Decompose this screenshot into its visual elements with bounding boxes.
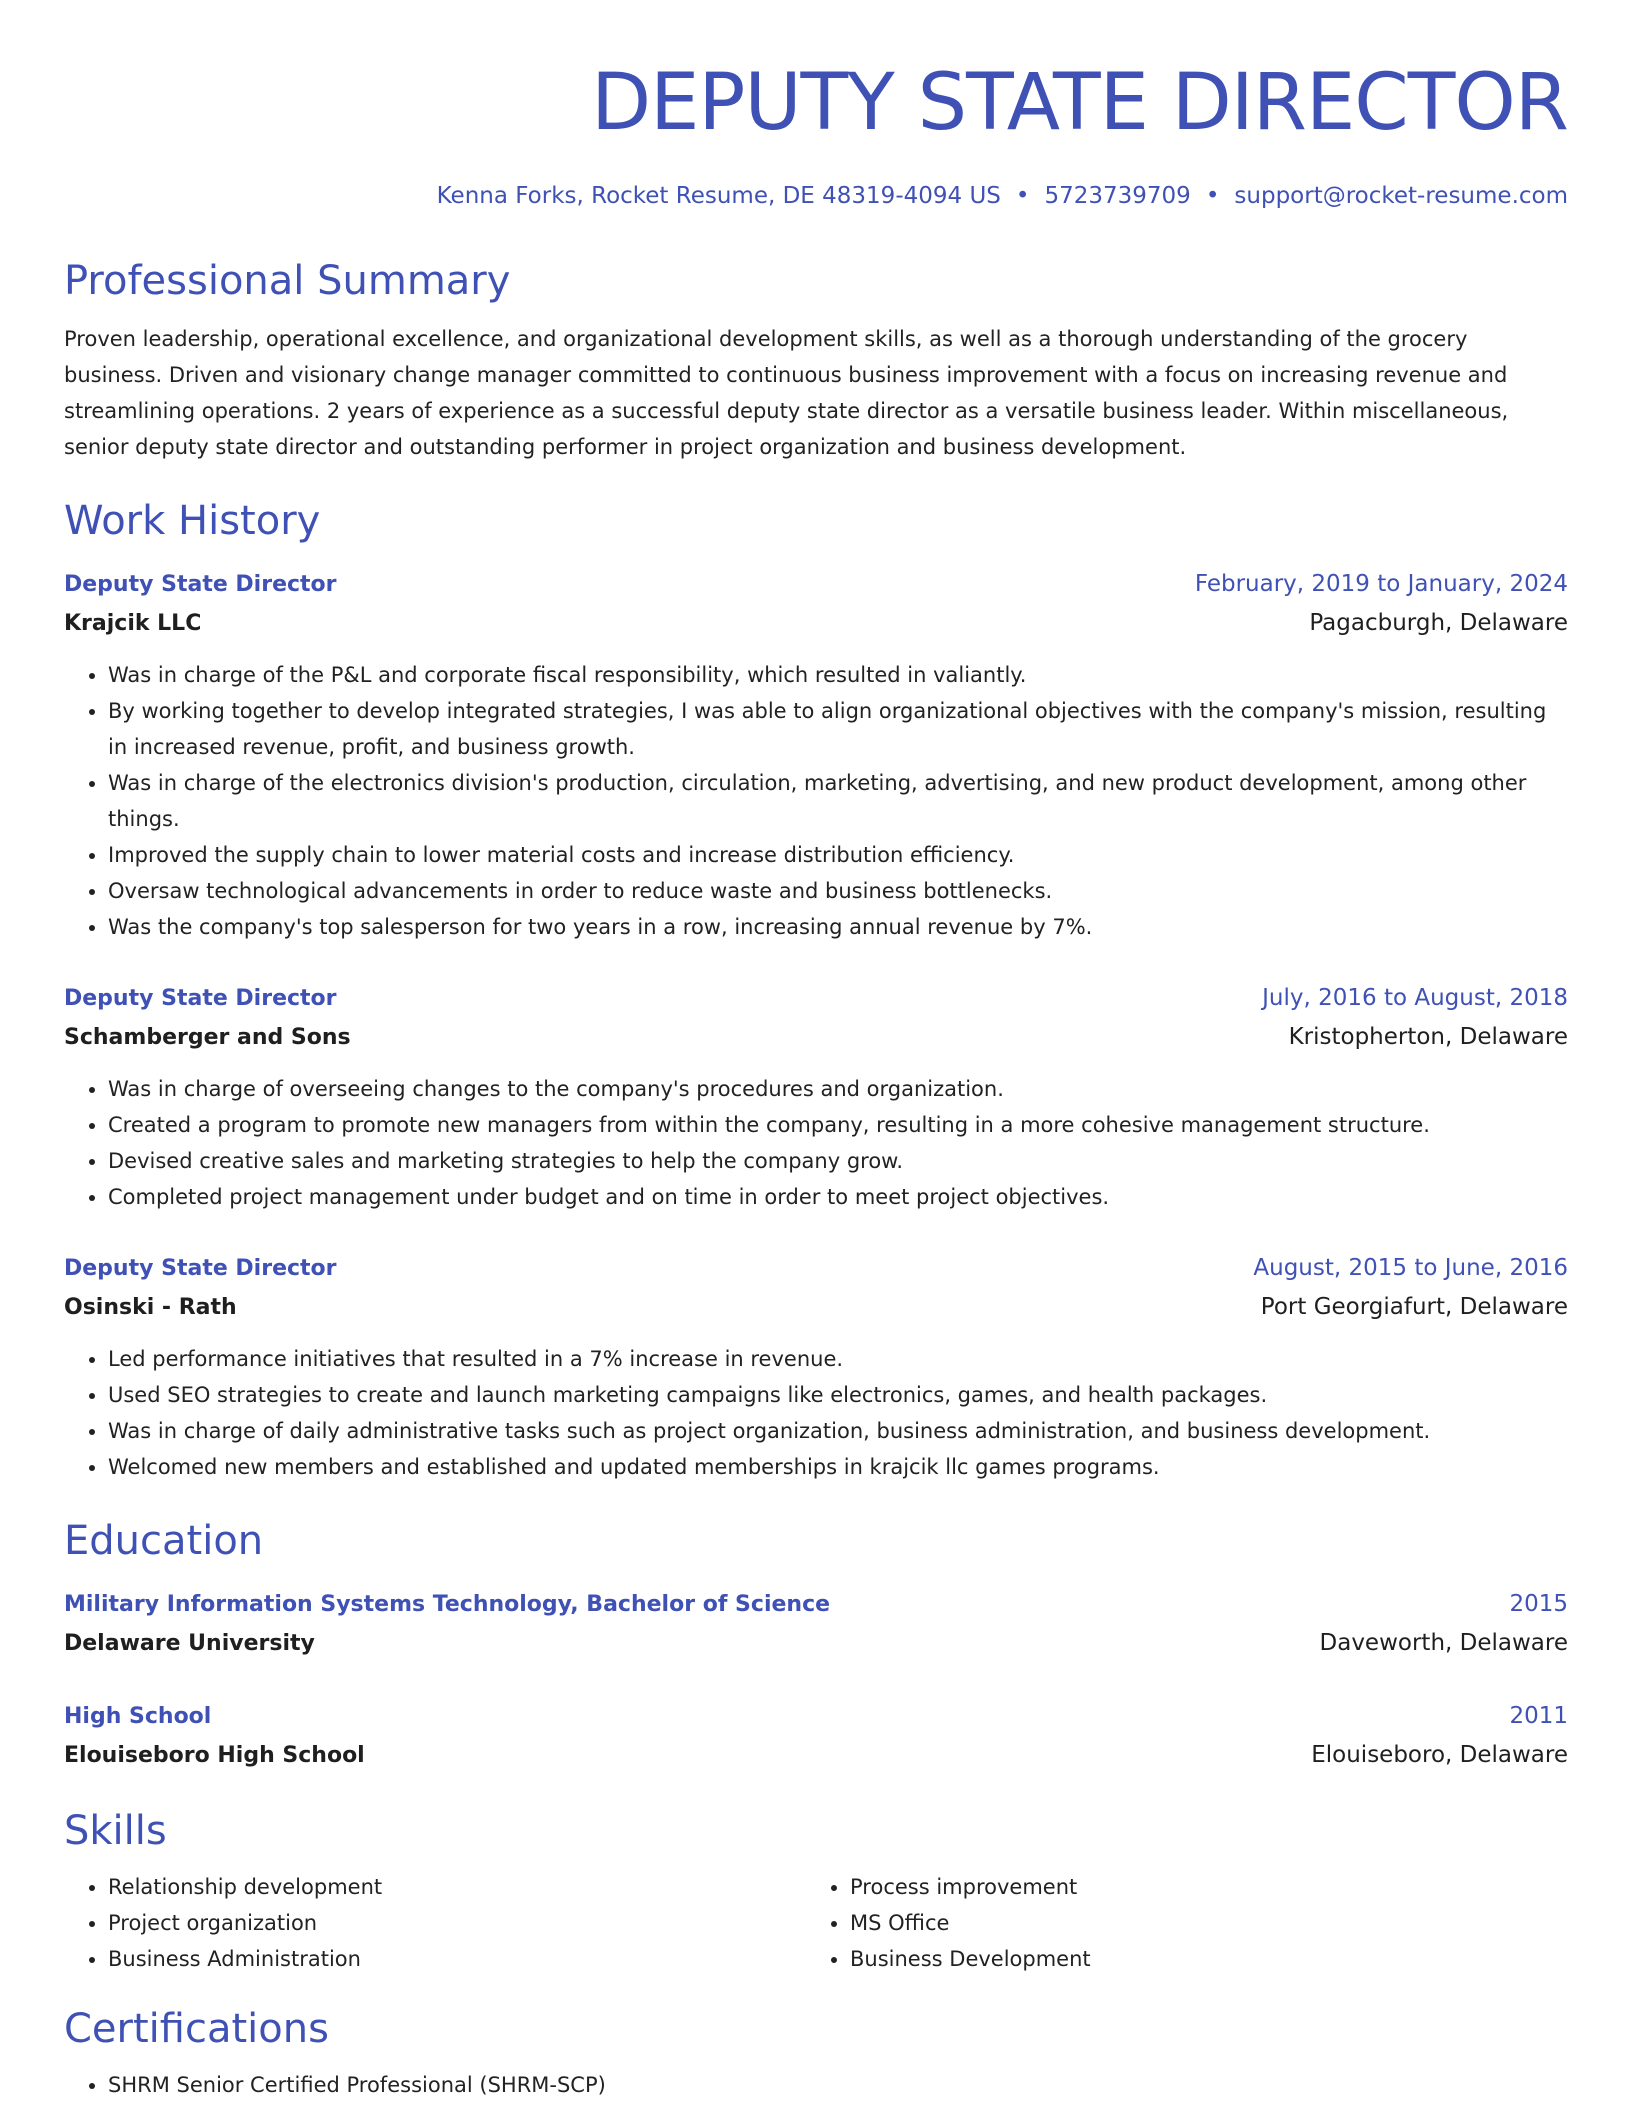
- list-item: • MS Office: [850, 1905, 1548, 1941]
- education-degree: Military Information Systems Technology, Bachelor of Science: [64, 1592, 831, 1617]
- contact-address: Kenna Forks, Rocket Resume, DE 48319-4094 US: [436, 183, 1001, 209]
- list-item: • Project organization: [108, 1905, 806, 1941]
- certifications-heading: Certifications: [64, 2006, 329, 2052]
- job-bullets: [64, 1071, 1568, 1215]
- list-item: • Completed project management under budget and on time in order to meet project objectives.: [108, 1179, 1568, 1215]
- list-item: • Welcomed new members and established and updated memberships in krajcik llc games programs.: [108, 1449, 1568, 1485]
- job-location: Port Georgiafurt, Delaware: [1260, 1294, 1568, 1320]
- education-location: Daveworth, Delaware: [1319, 1630, 1568, 1656]
- education-entry: [64, 1585, 1568, 1663]
- contact-line: [64, 181, 1568, 211]
- education-year: 2011: [1509, 1703, 1568, 1729]
- work-history-heading: Work History: [64, 498, 321, 544]
- job-entry: [64, 979, 1568, 1215]
- list-item: • Was in charge of overseeing changes to the company's procedures and organization.: [108, 1071, 1568, 1107]
- skills-list-right: [806, 1869, 1548, 1977]
- education-entry: [64, 1697, 1568, 1775]
- job-company: Schamberger and Sons: [64, 1025, 351, 1050]
- education-location: Elouiseboro, Delaware: [1311, 1742, 1568, 1768]
- list-item: • Was in charge of the electronics division's production, circulation, marketing, advertising, and new product development, among other things.: [108, 765, 1568, 837]
- list-item: • Was in charge of daily administrative tasks such as project organization, business administration, and business development.: [108, 1413, 1568, 1449]
- job-location: Kristopherton, Delaware: [1288, 1024, 1568, 1050]
- list-item: • By working together to develop integrated strategies, I was able to align organizational objectives with the company's mission, resulting in increased revenue, profit, and business growth.: [108, 693, 1568, 765]
- contact-phone: 5723739709: [1044, 183, 1191, 209]
- list-item: • Business Development: [850, 1941, 1548, 1977]
- education-school: Elouiseboro High School: [64, 1743, 365, 1768]
- job-entry: [64, 1249, 1568, 1485]
- job-role: Deputy State Director: [64, 1256, 337, 1281]
- job-dates: August, 2015 to June, 2016: [1253, 1255, 1568, 1281]
- job-role: Deputy State Director: [64, 986, 337, 1011]
- list-item: • Oversaw technological advancements in order to reduce waste and business bottlenecks.: [108, 873, 1568, 909]
- education-year: 2015: [1509, 1591, 1568, 1617]
- education-degree: High School: [64, 1704, 212, 1729]
- list-item: • Devised creative sales and marketing strategies to help the company grow.: [108, 1143, 1568, 1179]
- list-item: • Business Administration: [108, 1941, 806, 1977]
- job-company: Krajcik LLC: [64, 611, 202, 636]
- list-item: • SHRM Senior Certified Professional (SHRM-SCP): [108, 2067, 1568, 2103]
- job-role: Deputy State Director: [64, 572, 337, 597]
- job-location: Pagacburgh, Delaware: [1309, 610, 1568, 636]
- education-school: Delaware University: [64, 1631, 315, 1656]
- job-company: Osinski - Rath: [64, 1295, 237, 1320]
- list-item: • Led performance initiatives that resulted in a 7% increase in revenue.: [108, 1341, 1568, 1377]
- candidate-name: DEPUTY STATE DIRECTOR: [591, 58, 1568, 148]
- skills-columns: [64, 1869, 1568, 1977]
- contact-email[interactable]: support@rocket-resume.com: [1234, 183, 1568, 209]
- skills-heading: Skills: [64, 1808, 167, 1854]
- summary-heading: Professional Summary: [64, 258, 511, 304]
- list-item: • Was in charge of the P&L and corporate fiscal responsibility, which resulted in valiantly.: [108, 657, 1568, 693]
- summary-text: Proven leadership, operational excellence, and organizational development skills, as well as a thorough understanding of the grocery business. Driven and visionary change manager committed to continuous business improvement with a focus on increasing revenue and streamlining operations. 2 years of experience as a successful deputy state director as a versatile business leader. Within miscellaneous, senior deputy state director and outstanding performer in project organization and business development.: [64, 327, 1509, 459]
- list-item: • Was the company's top salesperson for two years in a row, increasing annual revenue by 7%.: [108, 909, 1568, 945]
- resume-page: [64, 0, 1568, 2103]
- contact-separator: •: [1015, 183, 1030, 209]
- skills-list-left: [64, 1869, 806, 1977]
- job-entry: [64, 565, 1568, 945]
- certifications-list: [64, 2067, 1568, 2103]
- list-item: • Used SEO strategies to create and launch marketing campaigns like electronics, games, and health packages.: [108, 1377, 1568, 1413]
- list-item: • Relationship development: [108, 1869, 806, 1905]
- job-bullets: [64, 1341, 1568, 1485]
- list-item: • Process improvement: [850, 1869, 1548, 1905]
- contact-separator: •: [1205, 183, 1220, 209]
- list-item: • Created a program to promote new managers from within the company, resulting in a more cohesive management structure.: [108, 1107, 1568, 1143]
- list-item: • Improved the supply chain to lower material costs and increase distribution efficiency.: [108, 837, 1568, 873]
- job-dates: February, 2019 to January, 2024: [1194, 571, 1568, 597]
- job-dates: July, 2016 to August, 2018: [1262, 985, 1568, 1011]
- job-bullets: [64, 657, 1568, 945]
- education-heading: Education: [64, 1518, 264, 1564]
